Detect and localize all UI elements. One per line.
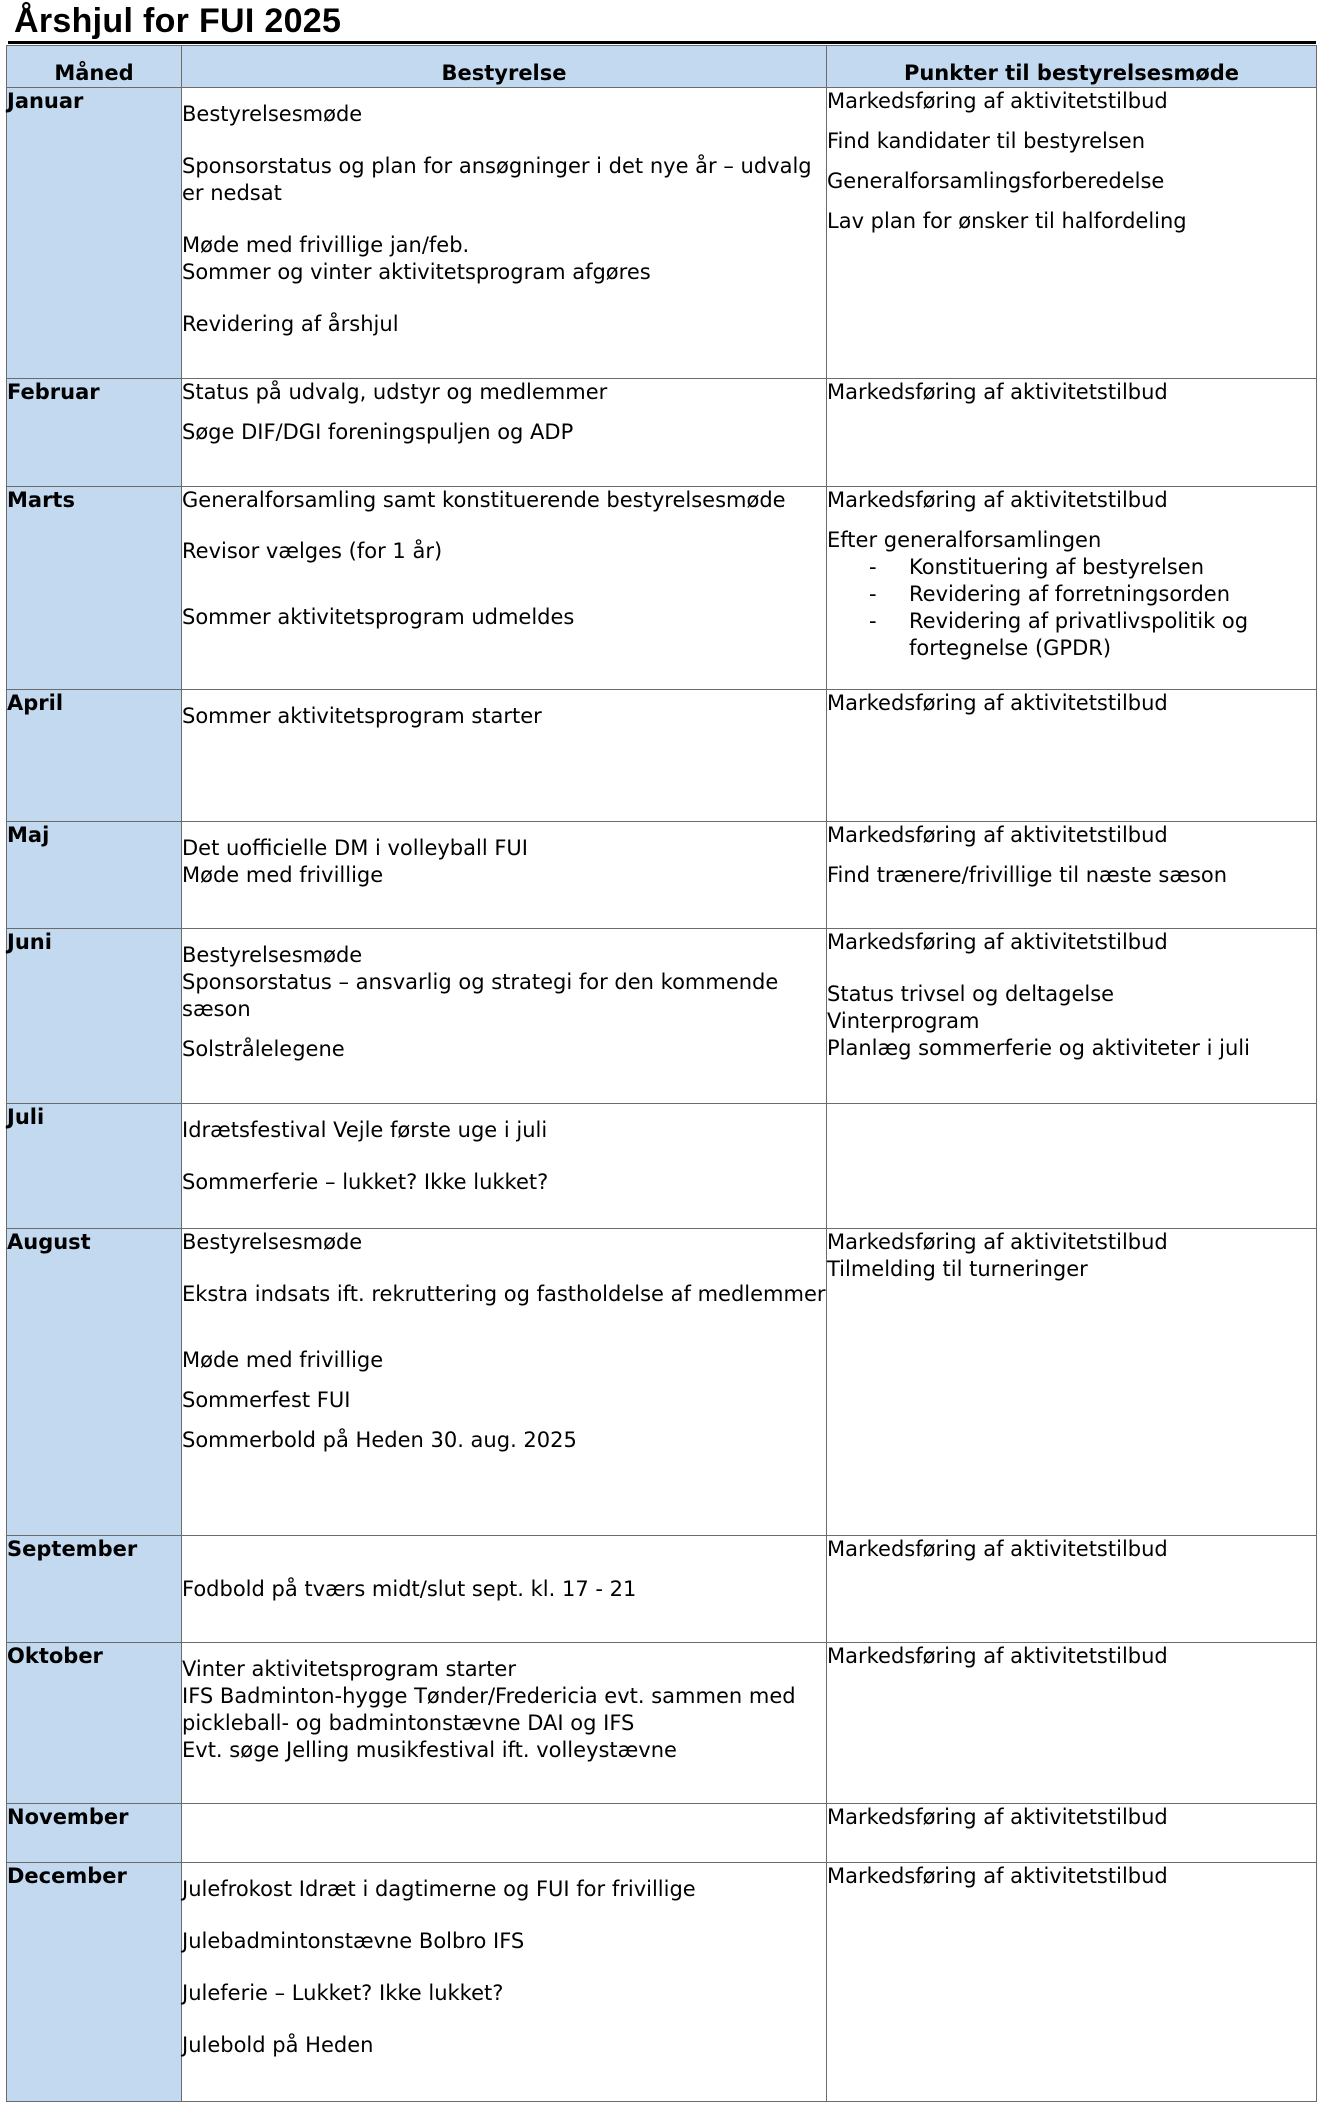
board-entry: Bestyrelsesmøde xyxy=(182,943,363,967)
points-entry: Markedsføring af aktivitetstilbud xyxy=(827,1230,1168,1254)
points-entry: Markedsføring af aktivitetstilbud xyxy=(827,823,1168,847)
points-cell xyxy=(827,929,1317,1104)
board-entry: Sponsorstatus – ansvarlig og strategi for den kommende sæson xyxy=(182,970,779,1021)
points-cell xyxy=(827,487,1317,690)
points-entry: Markedsføring af aktivitetstilbud xyxy=(827,1864,1168,1888)
month-cell: September xyxy=(7,1536,182,1643)
month-cell: Oktober xyxy=(7,1643,182,1804)
points-entry: Markedsføring af aktivitetstilbud xyxy=(827,1805,1168,1829)
board-entry: Status på udvalg, udstyr og medlemmer xyxy=(182,380,608,404)
list-item: - Revidering af privatlivspolitik og fortegnelse (GPDR) xyxy=(869,609,1249,660)
board-entry: Sommerfest FUI xyxy=(182,1388,351,1412)
points-cell xyxy=(827,1104,1317,1229)
board-cell xyxy=(182,1536,827,1643)
points-entry: Markedsføring af aktivitetstilbud xyxy=(827,1537,1168,1561)
board-entry: Sommer aktivitetsprogram udmeldes xyxy=(182,605,575,629)
board-cell xyxy=(182,822,827,929)
board-entry: Ekstra indsats ift. rekruttering og fastholdelse af medlemmer xyxy=(182,1282,826,1306)
header-board: Bestyrelse xyxy=(182,46,827,88)
board-entry: Møde med frivillige xyxy=(182,863,384,887)
board-cell xyxy=(182,88,827,379)
board-entry: Evt. søge Jelling musikfestival ift. volleystævne xyxy=(182,1738,677,1762)
board-entry: IFS Badminton-hygge Tønder/Fredericia evt. sammen med pickleball- og badmintonstævne DAI og IFS xyxy=(182,1684,796,1735)
list-item: - Revidering af forretningsorden xyxy=(869,582,1231,606)
board-entry: Bestyrelsesmøde xyxy=(182,1230,363,1254)
points-entry: Planlæg sommerferie og aktiviteter i juli xyxy=(827,1036,1250,1060)
table-row xyxy=(7,690,1317,822)
board-entry: Sommer og vinter aktivitetsprogram afgøres xyxy=(182,260,651,284)
points-cell xyxy=(827,1643,1317,1804)
table-header-row xyxy=(7,46,1317,88)
board-cell xyxy=(182,1229,827,1536)
points-entry: Generalforsamlingsforberedelse xyxy=(827,169,1165,193)
board-entry: Generalforsamling samt konstituerende bestyrelsesmøde xyxy=(182,488,786,512)
board-cell xyxy=(182,1804,827,1863)
month-cell: Juli xyxy=(7,1104,182,1229)
points-sublist xyxy=(827,554,1316,662)
points-entry: Vinterprogram xyxy=(827,1009,980,1033)
table-row xyxy=(7,1536,1317,1643)
table-row xyxy=(7,929,1317,1104)
month-cell: Februar xyxy=(7,379,182,487)
points-cell xyxy=(827,379,1317,487)
month-cell: December xyxy=(7,1863,182,2102)
header-points: Punkter til bestyrelsesmøde xyxy=(827,46,1317,88)
month-cell: April xyxy=(7,690,182,822)
board-entry: Vinter aktivitetsprogram starter xyxy=(182,1657,516,1681)
board-entry: Sommerferie – lukket? Ikke lukket? xyxy=(182,1170,549,1194)
board-entry: Idrætsfestival Vejle første uge i juli xyxy=(182,1118,548,1142)
board-entry: Solstrålelegene xyxy=(182,1037,345,1061)
points-entry: Markedsføring af aktivitetstilbud xyxy=(827,1644,1168,1668)
month-cell: November xyxy=(7,1804,182,1863)
month-cell: Marts xyxy=(7,487,182,690)
board-cell xyxy=(182,379,827,487)
table-row xyxy=(7,487,1317,690)
points-entry: Markedsføring af aktivitetstilbud xyxy=(827,380,1168,404)
board-cell xyxy=(182,487,827,690)
title-underline xyxy=(8,41,1316,44)
board-entry: Revidering af årshjul xyxy=(182,312,399,336)
points-cell xyxy=(827,88,1317,379)
board-cell xyxy=(182,1104,827,1229)
points-entry: Efter generalforsamlingen xyxy=(827,528,1102,552)
table-row xyxy=(7,1804,1317,1863)
board-entry: Sponsorstatus og plan for ansøgninger i det nye år – udvalg er nedsat xyxy=(182,154,812,205)
points-entry: Markedsføring af aktivitetstilbud xyxy=(827,488,1168,512)
points-entry: Tilmelding til turneringer xyxy=(827,1257,1088,1281)
board-entry: Søge DIF/DGI foreningspuljen og ADP xyxy=(182,420,574,444)
month-cell: Januar xyxy=(7,88,182,379)
month-cell: Maj xyxy=(7,822,182,929)
month-cell: August xyxy=(7,1229,182,1536)
board-entry: Julebadmintonstævne Bolbro IFS xyxy=(182,1929,525,1953)
points-entry: Markedsføring af aktivitetstilbud xyxy=(827,89,1168,113)
points-cell xyxy=(827,1863,1317,2102)
points-entry: Markedsføring af aktivitetstilbud xyxy=(827,691,1168,715)
board-entry: Revisor vælges (for 1 år) xyxy=(182,539,443,563)
board-cell xyxy=(182,929,827,1104)
points-entry: Lav plan for ønsker til halfordeling xyxy=(827,209,1187,233)
board-entry: Juleferie – Lukket? Ikke lukket? xyxy=(182,1981,504,2005)
board-entry: Det uofficielle DM i volleyball FUI xyxy=(182,836,528,860)
points-cell xyxy=(827,1804,1317,1863)
table-row xyxy=(7,1229,1317,1536)
points-cell xyxy=(827,1536,1317,1643)
points-entry: Find trænere/frivillige til næste sæson xyxy=(827,863,1228,887)
points-cell xyxy=(827,690,1317,822)
board-entry: Bestyrelsesmøde xyxy=(182,102,363,126)
header-month: Måned xyxy=(7,46,182,88)
table-row xyxy=(7,1104,1317,1229)
board-entry: Julebold på Heden xyxy=(182,2033,374,2057)
board-entry: Sommer aktivitetsprogram starter xyxy=(182,704,542,728)
points-entry: Status trivsel og deltagelse xyxy=(827,982,1115,1006)
board-cell xyxy=(182,1863,827,2102)
board-entry: Julefrokost Idræt i dagtimerne og FUI for frivillige xyxy=(182,1877,696,1901)
points-entry: Find kandidater til bestyrelsen xyxy=(827,129,1146,153)
board-entry: Møde med frivillige jan/feb. xyxy=(182,233,470,257)
table-row xyxy=(7,822,1317,929)
table-row xyxy=(7,1863,1317,2102)
board-entry: Sommerbold på Heden 30. aug. 2025 xyxy=(182,1428,577,1452)
board-cell xyxy=(182,1643,827,1804)
table-row xyxy=(7,88,1317,379)
list-item: - Konstituering af bestyrelsen xyxy=(869,555,1205,579)
month-cell: Juni xyxy=(7,929,182,1104)
year-wheel-table xyxy=(6,45,1317,2102)
board-entry: Møde med frivillige xyxy=(182,1348,384,1372)
table-row xyxy=(7,1643,1317,1804)
points-cell xyxy=(827,822,1317,929)
table-row xyxy=(7,379,1317,487)
points-entry: Markedsføring af aktivitetstilbud xyxy=(827,930,1168,954)
points-cell xyxy=(827,1229,1317,1536)
board-entry: Fodbold på tværs midt/slut sept. kl. 17 - 21 xyxy=(182,1577,637,1601)
board-cell xyxy=(182,690,827,822)
page-title: Årshjul for FUI 2025 xyxy=(14,2,342,40)
